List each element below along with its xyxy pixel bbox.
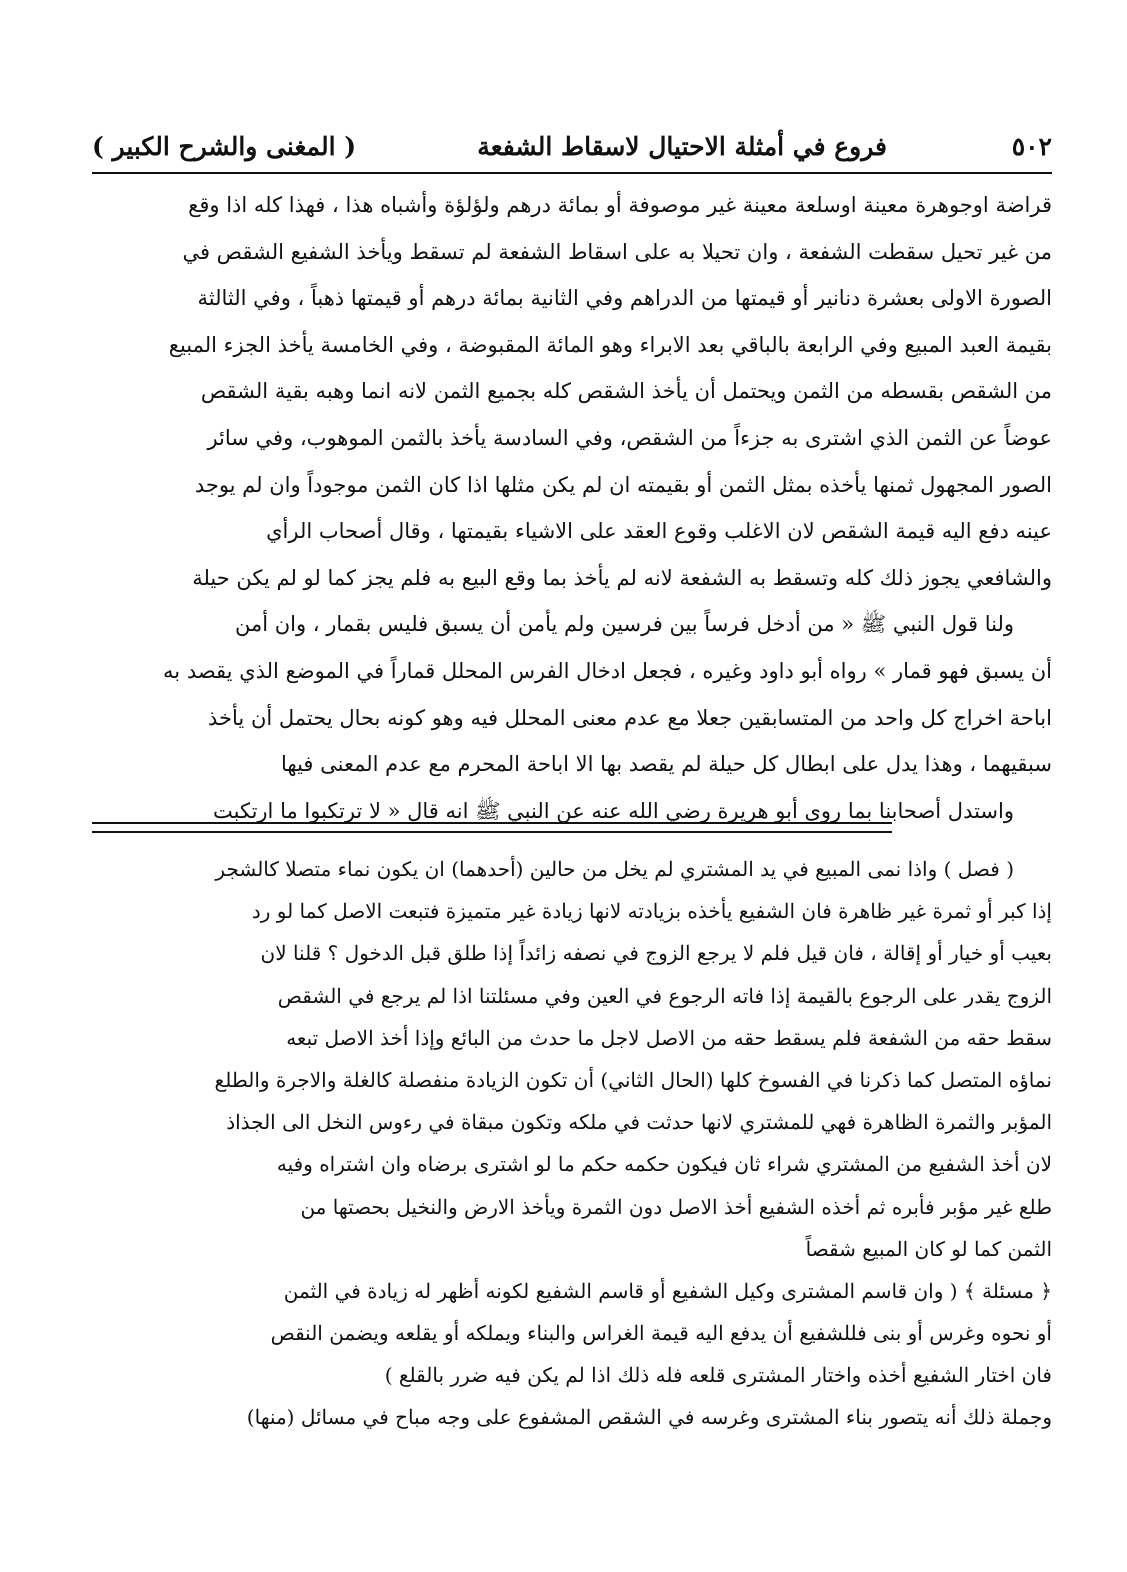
header-rule <box>92 172 1052 174</box>
text-line: طلع غير مؤبر فأبره ثم أخذه الشفيع أخذ الاصل دون الثمرة ويأخذ الارض والنخيل بحصتها من <box>300 1194 1052 1219</box>
text-line: ﴿ مسئلة ﴾ ( وان قاسم المشترى وكيل الشفيع أو قاسم الشفيع لكونه أظهر له زيادة في الثمن <box>283 1278 1052 1303</box>
text-line: واستدل أصحابنا بما روى أبو هريرة رضي الله عنه عن النبي ﷺ انه قال « لا ترتكبوا ما ارتكبت <box>213 798 1014 823</box>
text-line: ( فصل ) واذا نمى المبيع في يد المشتري لم يخل من حالين (أحدهما) ان يكون نماء متصلا كالشجر <box>215 857 1014 881</box>
text-line: بقيمة العبد المبيع وفي الرابعة بالباقي بعد الابراء وهو المائة المقبوضة ، وفي الخامسة يأخذ الجزء المبيع <box>168 332 1052 357</box>
text-line: أن يسبق فهو قمار » رواه أبو داود وغيره ، فجعل ادخال الفرس المحلل قماراً في الموضع الذي يقصد به <box>163 658 1052 683</box>
book-title: ( المغنى والشرح الكبير ) <box>92 132 357 161</box>
text-line: الزوج يقدر على الرجوع بالقيمة إذا فاته الرجوع في العين وفي مسئلتنا اذا لم يرجع في الشقص <box>277 983 1052 1008</box>
text-line: عينه دفع اليه قيمة الشقص لان الاغلب وقوع العقد على الاشياء بقيمتها ، وقال أصحاب الرأي <box>266 519 1052 544</box>
page-header <box>92 132 1052 172</box>
text-line: وجملة ذلك أنه يتصور بناء المشترى وغرسه في الشقص المشفوع على وجه مباح في مسائل (منها) <box>246 1405 1052 1430</box>
text-line: نماؤه المتصل كما ذكرنا في الفسوخ كلها (الحال الثاني) أن تكون الزيادة منفصلة كالغلة والاجرة والطلع <box>214 1067 1052 1092</box>
text-line: بعيب أو خيار أو إقالة ، فان قيل فلم لا يرجع الزوج في نصفه زائداً إذا طلق قبل الدخول ؟ قلنا لان <box>260 941 1052 966</box>
commentary-text <box>80 848 1052 1439</box>
text-line: الصورة الاولى بعشرة دنانير أو قيمتها من الدراهم وفي الثانية بمائة درهم أو قيمتها ذهباً ، وفي الثالثة <box>197 286 1052 311</box>
text-line: فان اختار الشفيع أخذه واختار المشترى قلعه فله ذلك اذا لم يكن فيه ضرر بالقلع ) <box>384 1363 1052 1388</box>
text-line: اباحة اخراج كل واحد من المتسابقين جعلا مع عدم معنى المحلل فيه وهو كونه بحال يحتمل أن يأخذ <box>208 705 1052 730</box>
text-line: لان أخذ الشفيع من المشتري شراء ثان فيكون حكمه حكم ما لو اشترى برضاه وان اشتراه وفيه <box>276 1152 1052 1177</box>
section-separator <box>92 822 892 833</box>
page-number: ٥٠٢ <box>1011 132 1052 161</box>
text-line: الثمن كما لو كان المبيع شقصاً <box>805 1236 1052 1261</box>
text-line: من غير تحيل سقطت الشفعة ، وان تحيلا به على اسقاط الشفعة لم تسقط ويأخذ الشفيع الشقص في <box>182 239 1052 264</box>
text-line: المؤبر والثمرة الظاهرة فهي للمشتري لانها حدثت في ملكه وتكون مبقاة في رءوس النخل الى الجذاذ <box>226 1110 1052 1135</box>
text-line: سقط حقه من الشفعة فلم يسقط حقه من الاصل لاجل ما حدث من البائع وإذا أخذ الاصل تبعه <box>286 1025 1052 1050</box>
text-line: إذا كبر أو ثمرة غير ظاهرة فان الشفيع يأخذه بزيادته لانها زيادة غير متميزة فتبعت الاصل كما لو رد <box>251 899 1052 924</box>
chapter-title: فروع في أمثلة الاحتيال لاسقاط الشفعة <box>477 132 887 161</box>
text-line: سبقيهما ، وهذا يدل على ابطال كل حيلة لم يقصد بها الا اباحة المحرم مع عدم المعنى فيها <box>281 752 1052 777</box>
text-line: الصور المجهول ثمنها يأخذه بمثل الثمن أو بقيمته ان لم يكن مثلها اذا كان الثمن موجوداً وان لم يوجد <box>194 472 1052 497</box>
text-line: من الشقص بقسطه من الثمن ويحتمل أن يأخذ الشقص كله بجميع الثمن لانه انما وهبه بقية الشقص <box>200 379 1052 404</box>
main-text <box>80 182 1052 834</box>
text-line: عوضاً عن الثمن الذي اشترى به جزءاً من الشقص، وفي السادسة يأخذ بالثمن الموهوب، وفي سائر <box>207 425 1052 450</box>
text-line: أو نحوه وغرس أو بنى فللشفيع أن يدفع اليه قيمة الغراس والبناء ويملكه أو يقلعه ويضمن النقص <box>270 1321 1052 1346</box>
text-line: قراضة اوجوهرة معينة اوسلعة معينة غير موصوفة أو بمائة درهم ولؤلؤة وأشباه هذا ، فهذا كله اذا وقع <box>188 193 1052 217</box>
text-line: ولنا قول النبي ﷺ « من أدخل فرساً بين فرسين ولم يأمن أن يسبق فليس بقمار ، وان أمن <box>234 612 1014 637</box>
text-line: والشافعي يجوز ذلك كله وتسقط به الشفعة لانه لم يأخذ بما وقع البيع به فلم يجز كما لو لم يكن حيلة <box>192 565 1052 590</box>
